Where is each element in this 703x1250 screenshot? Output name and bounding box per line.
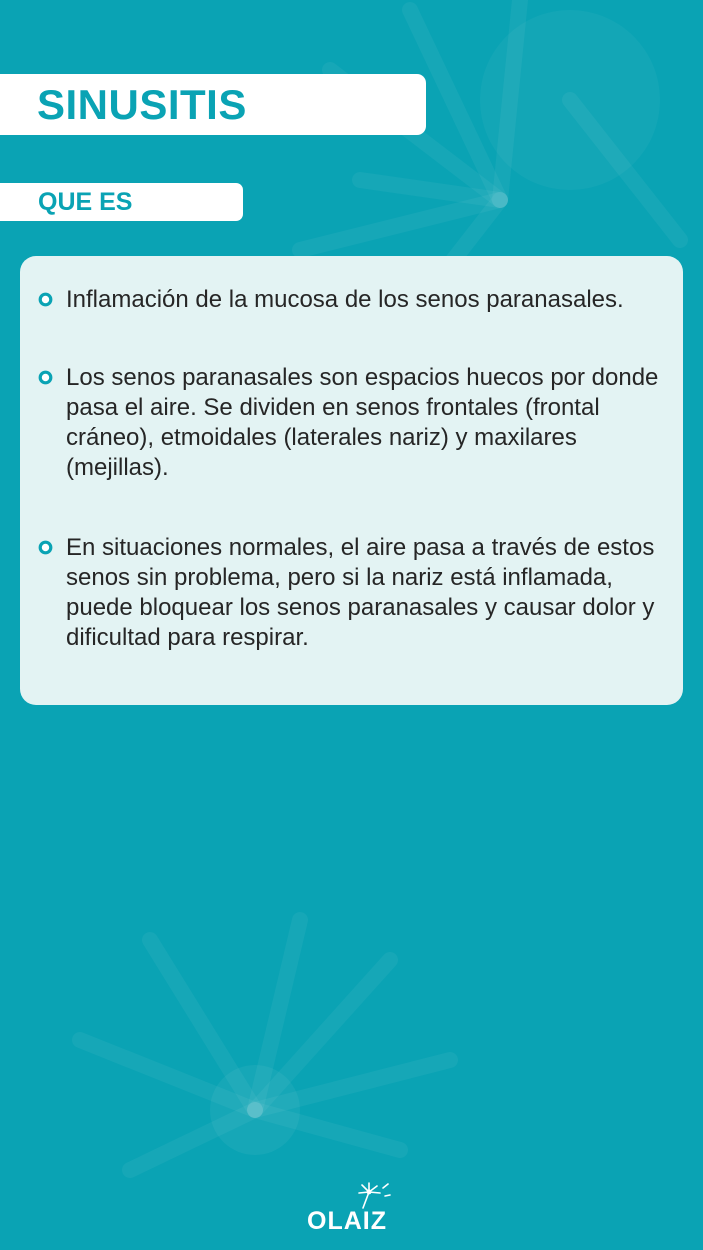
- title-bar: [0, 74, 426, 135]
- bullet-item: [20, 285, 683, 315]
- bullet-text: Inflamación de la mucosa de los senos paranasales.: [66, 286, 624, 313]
- circle-bullet-icon: [38, 292, 53, 307]
- dandelion-logo-icon: [347, 1182, 391, 1210]
- brand-logo: [305, 1182, 400, 1234]
- brand-name: OLAIZ: [307, 1207, 387, 1235]
- page-title: SINUSITIS: [37, 81, 247, 128]
- section-heading: QUE ES: [38, 188, 133, 216]
- circle-bullet-icon: [38, 370, 53, 385]
- bullet-text: Los senos paranasales son espacios huecos por donde pasa el aire. Se dividen en senos frontales (frontal cráneo), etmoidales (laterales nariz) y maxilares (mejillas).: [66, 364, 659, 481]
- info-card: [20, 256, 683, 705]
- section-heading-bar: [0, 183, 243, 221]
- bullet-item: [20, 533, 683, 653]
- bullet-text: En situaciones normales, el aire pasa a través de estos senos sin problema, pero si la nariz está inflamada, puede bloquear los senos paranasales y causar dolor y dificultad para respirar.: [66, 534, 655, 651]
- bullet-item: [20, 363, 683, 483]
- circle-bullet-icon: [38, 540, 53, 555]
